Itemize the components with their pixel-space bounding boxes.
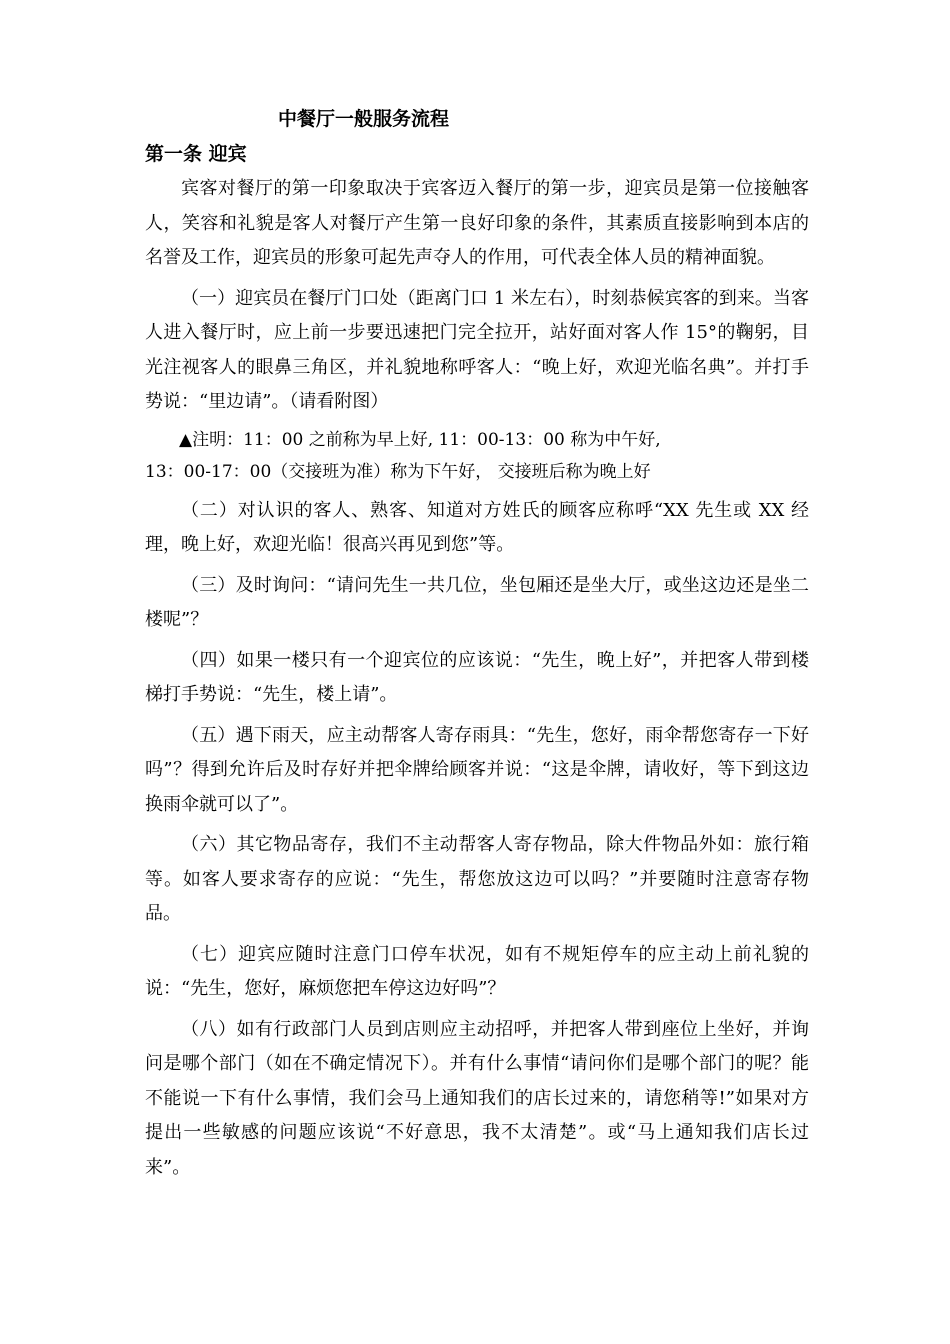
intro-paragraph: 宾客对餐厅的第一印象取决于宾客迈入餐厅的第一步，迎宾员是第一位接触客人，笑容和礼貌是客人对餐厅产生第一良好印象的条件，其素质直接影响到本店的名誉及工作，迎宾员的形象可起先声夺人的作用，可代表全体人员的精神面貌。 (145, 178, 809, 268)
time-note (145, 424, 809, 488)
item-paragraph-8: （八）如有行政部门人员到店则应主动招呼，并把客人带到座位上坐好，并询问是哪个部门（如在不确定情况下）。并有什么事情“请问你们是哪个部门的呢？能不能说一下有什么事情，我们会马上通知我们的店长过来的，请您稍等!”如果对方提出一些敏感的问题应该说“不好意思，我不太清楚”。或“马上通知我们店长过来”。 (145, 1018, 809, 1178)
item-paragraph-4: （四）如果一楼只有一个迎宾位的应该说：“先生，晚上好”，并把客人带到楼梯打手势说：“先生，楼上请”。 (145, 649, 809, 705)
item-paragraph-5: （五）遇下雨天，应主动帮客人寄存雨具：“先生，您好，雨伞帮您寄存一下好吗”？得到允许后及时存好并把伞牌给顾客并说：“这是伞牌，请收好，等下到这边换雨伞就可以了”。 (145, 724, 809, 815)
item-paragraph-3: （三）及时询问：“请问先生一共几位，坐包厢还是坐大厅，或坐这边还是坐二楼呢”？ (145, 574, 809, 630)
section-title: 第一条 迎宾 (145, 143, 247, 165)
time-note-line-2: 13：00-17：00（交接班为准）称为下午好， 交接班后称为晚上好 (145, 461, 651, 482)
document-body (145, 104, 809, 1185)
item-paragraph-1: （一）迎宾员在餐厅门口处（距离门口 1 米左右），时刻恭候宾客的到来。当客人进入餐厅时，应上前一步要迅速把门完全拉开，站好面对客人作 15°的鞠躬，目光注视客人的眼鼻三角区，并礼貌地称呼客人：“晚上好，欢迎光临名典”。并打手势说：“里边请”。（请看附图） (145, 287, 809, 412)
item-paragraph-7: （七）迎宾应随时注意门口停车状况，如有不规矩停车的应主动上前礼貌的说：“先生，您好，麻烦您把车停这边好吗”？ (145, 943, 809, 999)
document-title: 中餐厅一般服务流程 (278, 108, 450, 130)
item-paragraph-6: （六）其它物品寄存，我们不主动帮客人寄存物品，除大件物品外如：旅行箱等。如客人要求寄存的应说：“先生，帮您放这边可以吗？”并要随时注意寄存物品。 (145, 834, 809, 924)
time-note-line-1: ▲注明：11：00 之前称为早上好, 11：00-13：00 称为中午好, (179, 429, 661, 450)
item-paragraph-2: （二）对认识的客人、熟客、知道对方姓氏的顾客应称呼“XX 先生或 XX 经理，晚上好，欢迎光临！很高兴再见到您”等。 (145, 499, 809, 555)
